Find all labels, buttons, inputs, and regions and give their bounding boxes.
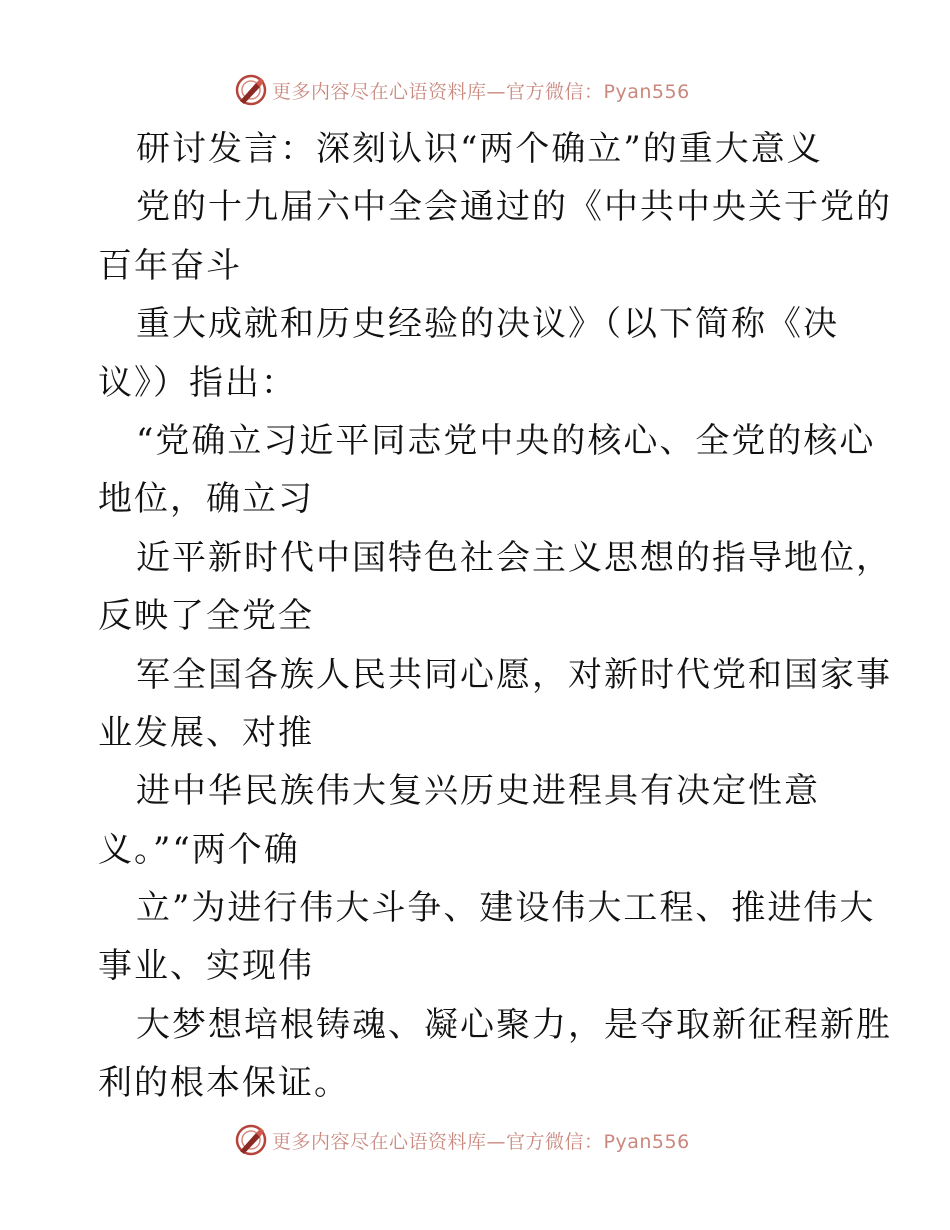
document-title: 研讨发言：深刻认识“两个确立”的重大意义 (136, 129, 823, 169)
paragraph-line: 反映了全党全 (98, 596, 314, 637)
paragraph-line: 事业、实现伟 (98, 946, 314, 987)
footer-watermark (234, 1122, 690, 1158)
pen-seal-logo-icon (234, 1123, 268, 1157)
paragraph-line: 地位，确立习 (98, 479, 314, 520)
watermark-text: 更多内容尽在心语资料库—官方微信：Pyan556 (272, 80, 690, 103)
paragraph-line: 利的根本保证。 (98, 1063, 350, 1104)
paragraph-line: 进中华民族伟大复兴历史进程具有决定性意 (136, 771, 820, 812)
paragraph-line: 立”为进行伟大斗争、建设伟大工程、推进伟大 (136, 888, 876, 929)
pen-seal-logo-icon (234, 73, 268, 107)
watermark-text: 更多内容尽在心语资料库—官方微信：Pyan556 (272, 1130, 690, 1153)
document-body (98, 120, 892, 1113)
paragraph-line: 重大成就和历史经验的决议》（以下简称《决 (136, 304, 839, 345)
paragraph-line: 大梦想培根铸魂、凝心聚力，是夺取新征程新胜 (136, 1004, 892, 1045)
paragraph-line: 军全国各族人民共同心愿，对新时代党和国家事 (136, 654, 892, 695)
paragraph-line: 近平新时代中国特色社会主义思想的指导地位， (136, 537, 892, 578)
paragraph-line: 百年奋斗 (98, 245, 242, 286)
paragraph-line: 义。”“两个确 (98, 829, 300, 870)
paragraph-line: 议》）指出： (98, 362, 297, 403)
paragraph-line: 党的十九届六中全会通过的《中共中央关于党的 (136, 187, 892, 228)
header-watermark (234, 72, 690, 108)
paragraph-line: 业发展、对推 (98, 712, 314, 753)
paragraph-line: “党确立习近平同志党中央的核心、全党的核心 (136, 420, 876, 461)
